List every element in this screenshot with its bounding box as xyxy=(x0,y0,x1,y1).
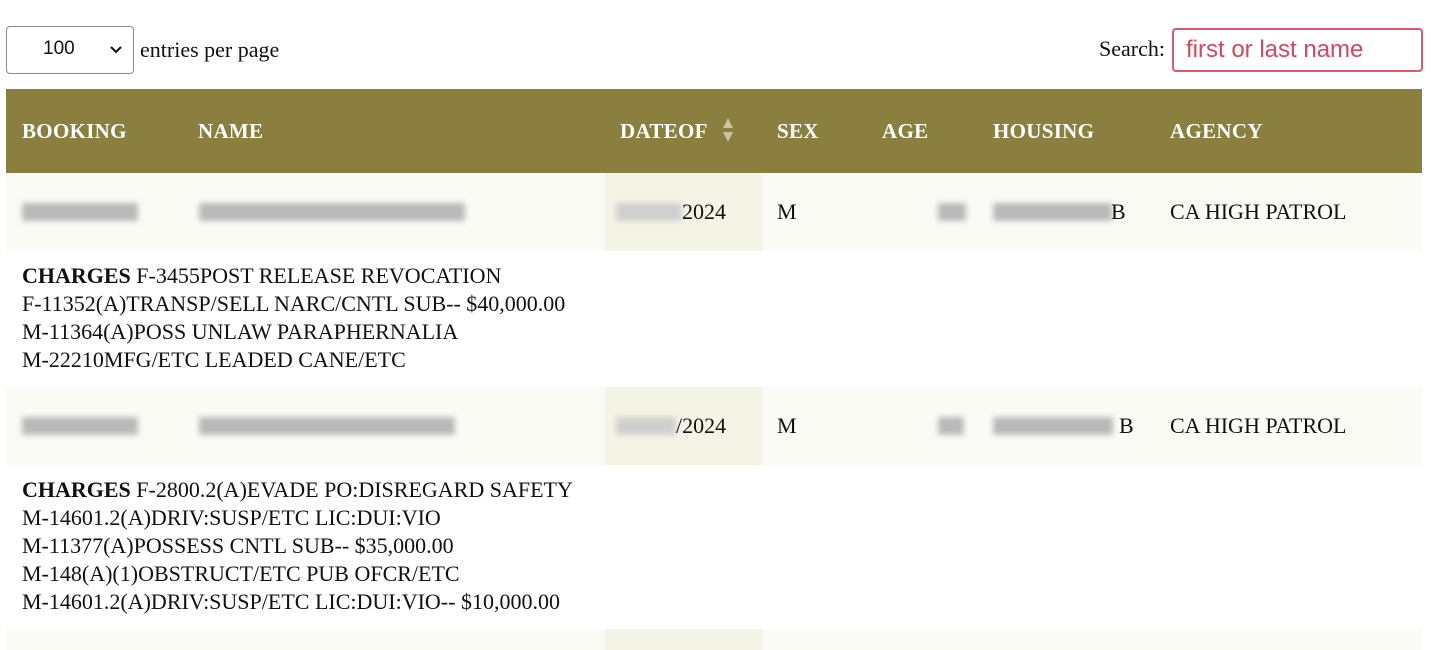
charges-block xyxy=(22,476,573,616)
charge-line: M-22210MFG/ETC LEADED CANE/ETC xyxy=(22,347,406,372)
booking-date: /2024 xyxy=(676,413,727,438)
charge-line: M-11377(A)POSSESS CNTL SUB-- $35,000.00 xyxy=(22,533,454,558)
entries-per-page-label: entries per page xyxy=(140,37,280,62)
redacted-date xyxy=(616,203,682,221)
charges-block xyxy=(22,262,565,374)
column-header-sex[interactable]: SEX xyxy=(777,119,819,143)
redacted-housing xyxy=(993,203,1112,221)
column-header-name[interactable]: NAME xyxy=(198,119,264,143)
column-header-agency[interactable]: AGENCY xyxy=(1170,119,1263,143)
column-header-housing[interactable]: HOUSING xyxy=(993,119,1095,143)
table-controls xyxy=(0,0,1434,88)
charge-line: M-11364(A)POSS UNLAW PARAPHERNALIA xyxy=(22,319,459,344)
agency-value: CA HIGH PATROL xyxy=(1170,199,1347,224)
booking-date: 2024 xyxy=(682,199,726,224)
redacted-name xyxy=(199,203,465,221)
sex-value: M xyxy=(777,199,797,224)
column-header-dateof[interactable]: DATEOF xyxy=(620,119,708,143)
charges-label: CHARGES xyxy=(22,263,131,288)
search-input[interactable] xyxy=(1172,28,1423,72)
redacted-housing xyxy=(993,417,1113,435)
table-row[interactable] xyxy=(6,629,1422,650)
redacted-booking xyxy=(22,203,138,221)
table-row[interactable] xyxy=(6,387,1422,465)
redacted-name xyxy=(199,417,455,435)
column-header-booking[interactable]: BOOKING xyxy=(22,119,127,143)
sex-value: M xyxy=(777,413,797,438)
search-label: Search: xyxy=(1099,36,1165,61)
redacted-age xyxy=(938,203,966,221)
charge-line: M-148(A)(1)OBSTRUCT/ETC PUB OFCR/ETC xyxy=(22,561,460,586)
redacted-date xyxy=(616,417,676,435)
column-header-age[interactable]: AGE xyxy=(882,119,929,143)
date-cell xyxy=(605,629,762,650)
redacted-booking xyxy=(22,417,138,435)
chevron-down-icon xyxy=(109,43,123,57)
charge-line: F-11352(A)TRANSP/SELL NARC/CNTL SUB-- $40,000.00 xyxy=(22,291,566,316)
agency-value: CA HIGH PATROL xyxy=(1170,413,1347,438)
table-header-row xyxy=(6,89,1422,173)
redacted-age xyxy=(938,417,964,435)
charge-line: M-14601.2(A)DRIV:SUSP/ETC LIC:DUI:VIO xyxy=(22,505,441,530)
housing-value: B xyxy=(1119,413,1134,438)
charge-line: M-14601.2(A)DRIV:SUSP/ETC LIC:DUI:VIO-- $10,000.00 xyxy=(22,589,560,614)
housing-value: B xyxy=(1111,199,1126,224)
entries-per-page-value: 100 xyxy=(43,38,75,59)
entries-per-page-select[interactable] xyxy=(6,26,134,74)
charge-line: F-3455POST RELEASE REVOCATION xyxy=(136,263,502,288)
sort-icon[interactable] xyxy=(722,117,734,143)
charges-label: CHARGES xyxy=(22,477,131,502)
charge-line: F-2800.2(A)EVADE PO:DISREGARD SAFETY xyxy=(136,477,573,502)
table-row[interactable] xyxy=(6,173,1422,251)
